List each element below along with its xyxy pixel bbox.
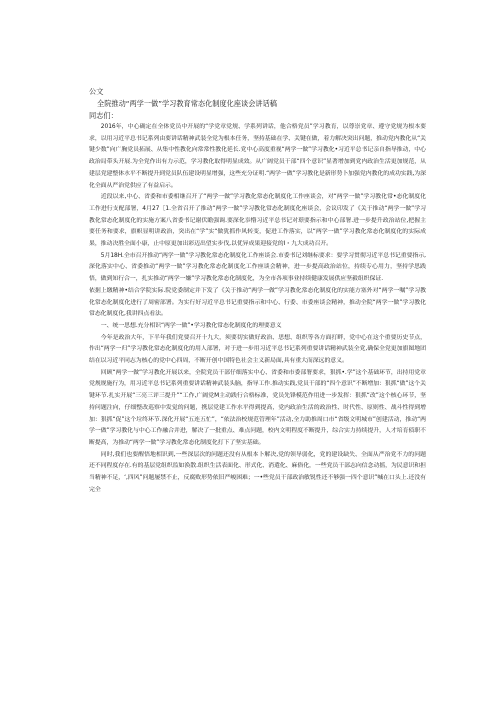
- paragraph: 近段以来,中心、省委和市委相继召开了“两学一做”学习教化常态化制度化工作座谈会，对“两学一做”学习教化常•态化制度化工作进行支配部署，4月27［1.全省召开了推动“两学一做”学习教化常态化制度化座谈会，会议印发了《关于推动“两学一做”学习教化常态化制度化的实施方案八省委书记谢伏瞻强调.要深化忝懵习近平总书记对璟要指示和中心部署.进一步提升政治站位,把握主要任务和要求，旗帜显明讲政治，突出在“学”实“做犹抓作风转变，促进工作落实，以“两学一做”学习教化常态化制度化的实际成果，推动决胜全面小康，止中原更加出彩迈出望实步伐,以优异成果迎接党的I・九大成功召开。: [89, 194, 426, 248]
- paragraph: 5月18H.全市召开推动“两学一做”学习教化常态化制度化工作座谈会.市委书记刘继标要求：要学习贯彻习近平总书记重要指示,深化落实中心、省委推动“两学一做”学习教化常态化制度化工作座谈会精神，进一步提高政治站位，持续专心用力，坚持学思践悟，做到知行合一，扎实推动“两学一嫌”学习教化常态化制度化，为全市各项事业持续健康发展供应坚毅组织保证.: [89, 252, 426, 283]
- paragraph: 同时,我们也要醒悟地相识到,一些深层次的问题还没有从根本卜解决,党的领导弱化，党的建设缺失、全面从严治党不力的问题还不同程度存在.有的基层党组织监如涣散.组织生活表面化、形式化、消遣化、麻俗化，一些党员干部志向信念动摇，为民意识和担当精神不足，‘,四风”问题屡禁不止，反腐败形势依旧严峻困难；一•些党员干部政治敏锐性还不够强一四个意识”喊在口头上.还没有完全: [89, 451, 426, 493]
- section-heading: 一、统一思想.充分相识“两学一做”•学习教化常态化制度化的理要意义: [100, 322, 282, 329]
- paragraph: 今年是政治大年，下半年我们党要召开十九大，须要切实做好政治、思想、组织等各方面打畔，党中心在这个重要历史节点，作出“两学一归”学习教化常态化制度化的用人部署，对于进一步用习近平总书记系列重要讲话精神武装全党,确保全党更加旗图地团结在以习近平同志为核心的党中心四周，不断开创中国特色社会主义新局面,具有重大而深远的意义。: [89, 334, 426, 365]
- salutation: 同志们：: [89, 111, 118, 120]
- document-title: 全院推动“两学一做”学习教育常态化制度化座谈会讲话稿: [97, 99, 277, 108]
- document-type: 公文: [89, 87, 104, 96]
- paragraph: 2016年，中心确定在全体党员中开展的“学党章党规、学系列讲话，他合格党员”学习教育，以尊崇党章、遵守党规为根本要求，以用习近平总书记系列由要讲话精神武装全党为根本任务，坚持基础在学、关键在做，着力解决突出问题，推动党内教化从“关键少数”向广胸党员拓展、从集中性教化向常常性教化延长.党中心高度重视“两学一做”学习教化•习近平总书记亲自指导推动，中心政治局带头开展.为全党作出有力示范，学习教化取得明显成效。从广阔党员干部“四个意识”显著增加到党内政治生活更加规范，从建层党建整体水平不断提升到党员队伍建设明显增强，这些充分证明.“两学一做”学习教化是新形势卜加强党内教化的成功实践,为深化全面从严治党供应了有益启示。: [89, 124, 426, 189]
- paragraph: 回顾“两学一做”学习教化开展以来，全院党员干部仔细落实中心、省委和市委部署要求，狠抓•.学”这个基础环节，出持用党章党规规施行为，用习近平总书记系列重要讲话精神武装头脑，指导工作.推动实践,党员干部的“四个意识”不断增加：狠抓“做”这个关键环节.扎实开展“三亮三评三提升”“工作,广阔党M主动践行合格标准，党员先锋模范作用进一步发挥：狠抓“改”这个核心环节，坚持问题注向，仔细整改巡察中发觉的问题，携层党建工作水平得到提高，党内政治生活的政治性、时代性、原则性、战斗性得到增加：狠抓“促”这个垃终环节.深化开展“五连五忙”，“依法治校规范管理年”活动,全力助推周口市“省级文明城市”创建活动，推动“两学一做”学习教化与中心工作融合并进，解决了一批重点、难点问题，校内文明程度不断提升，综合实力持续提升，人才培育侦职不断提高，为推动“两学一做”学习教化常态化制度化打下了坚实基础。: [89, 369, 426, 446]
- paragraph: 依据上缴精神•结合学院实际.院党委制定并下发了《关于推动“两学一做”学习教化常态化制度化的实能方塞外对“两学一嘱”学习教化常态化制度化进行了周密部署。为实行好习近平总书记重要指示和中心、行委、市委座谈会精神，推动全院“两学一做”学习教化常态化制度化,我讲四点看法。: [89, 287, 426, 318]
- document-body: [89, 122, 426, 497]
